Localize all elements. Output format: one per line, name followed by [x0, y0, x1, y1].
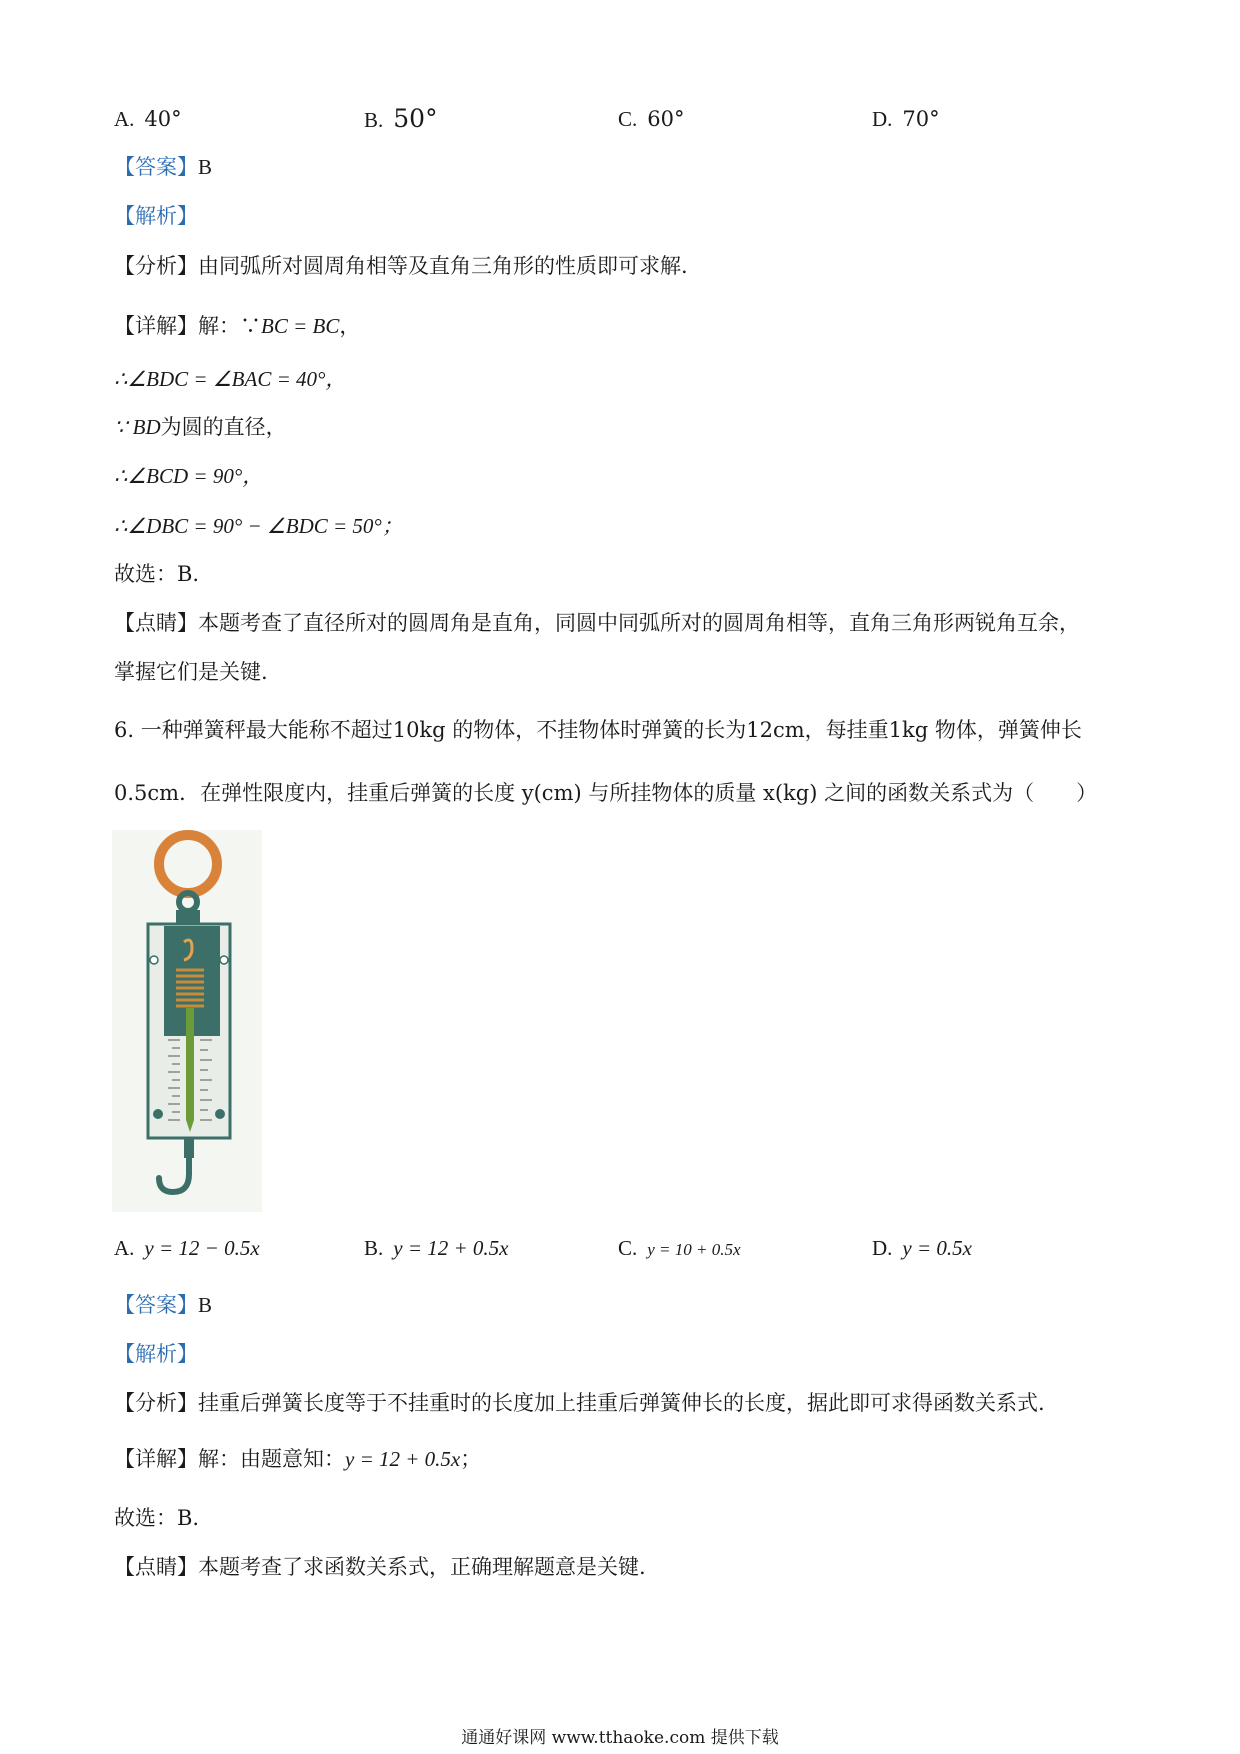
option-value: 70° [902, 107, 940, 131]
option-value: y = 12 + 0.5x [393, 1236, 509, 1260]
xiangjie-prefix: 【详解】解：由题意知： [114, 1447, 345, 1471]
option-value: y = 10 + 0.5x [647, 1240, 741, 1259]
q5-step-4: ∴∠DBC = 90° − ∠BDC = 50°； [114, 514, 403, 538]
q5-option-b [364, 104, 438, 135]
q5-dianjing-2: 掌握它们是关键. [114, 660, 268, 684]
xiangjie-math: BC = BC [261, 314, 340, 338]
q5-guxuan: 故选：B. [114, 562, 200, 586]
q6-option-c [618, 1233, 741, 1265]
answer-tag: 【答案】 [114, 155, 198, 179]
page-footer: 通通好课网 www.tthaoke.com 提供下载 [461, 1728, 779, 1748]
q6-dianjing: 【点睛】本题考查了求函数关系式，正确理解题意是关键. [114, 1555, 646, 1579]
xiangjie-math: y = 12 + 0.5x [345, 1447, 461, 1471]
q5-option-c [618, 104, 685, 134]
q6-option-b [364, 1233, 509, 1263]
option-label: C. [618, 1236, 638, 1260]
option-value: 50° [393, 104, 438, 133]
option-label: B. [364, 108, 384, 132]
step2-math: ∵ BD [114, 415, 161, 439]
q5-option-d [872, 104, 940, 134]
answer-value: B [198, 155, 213, 179]
option-label: D. [872, 107, 893, 131]
q5-answer [114, 152, 212, 182]
q5-xiangjie [114, 311, 360, 341]
q5-fenxi: 【分析】由同弧所对圆周角相等及直角三角形的性质即可求解. [114, 254, 688, 278]
answer-tag: 【答案】 [114, 1293, 198, 1317]
xiangjie-suffix: ； [460, 1447, 482, 1471]
option-label: B. [364, 1236, 384, 1260]
option-value: 60° [647, 107, 685, 131]
q5-step-2 [114, 412, 287, 442]
q5-step-3: ∴∠BCD = 90°， [114, 464, 264, 488]
xiangjie-suffix: ， [339, 314, 361, 338]
xiangjie-prefix: 【详解】解：∵ [114, 314, 261, 338]
option-label: A. [114, 1236, 135, 1260]
spring-scale-figure [112, 830, 262, 1212]
q6-guxuan: 故选：B. [114, 1506, 200, 1530]
option-label: C. [618, 107, 638, 131]
q5-step-1: ∴∠BDC = ∠BAC = 40°， [114, 367, 347, 391]
q6-xiangjie [114, 1444, 481, 1474]
q5-analysis-tag: 【解析】 [114, 204, 198, 228]
q6-stem-2: 0.5cm．在弹性限度内，挂重后弹簧的长度 y(cm) 与所挂物体的质量 x(kg) 之间的函数关系式为（ ） [114, 781, 1098, 805]
option-label: D. [872, 1236, 893, 1260]
q5-option-a [114, 104, 182, 134]
q6-stem-1: 6. 一种弹簧秤最大能称不超过10kg 的物体，不挂物体时弹簧的长为12cm，每挂重1kg 物体，弹簧伸长 [114, 718, 1082, 742]
q6-option-a [114, 1233, 260, 1263]
option-value: 40° [144, 107, 182, 131]
q6-fenxi: 【分析】挂重后弹簧长度等于不挂重时的长度加上挂重后弹簧伸长的长度，据此即可求得函数关系式. [114, 1391, 1045, 1415]
q5-dianjing-1: 【点睛】本题考查了直径所对的圆周角是直角，同圆中同弧所对的圆周角相等，直角三角形两锐角互余， [114, 611, 1080, 635]
q6-answer [114, 1290, 212, 1320]
q6-analysis-tag: 【解析】 [114, 1342, 198, 1366]
option-value: y = 12 − 0.5x [144, 1236, 260, 1260]
spring-scale-illustration [112, 830, 262, 1212]
q6-option-d [872, 1233, 972, 1263]
step2-text: 为圆的直径， [160, 415, 287, 439]
answer-value: B [198, 1293, 213, 1317]
option-value: y = 0.5x [902, 1236, 972, 1260]
option-label: A. [114, 107, 135, 131]
